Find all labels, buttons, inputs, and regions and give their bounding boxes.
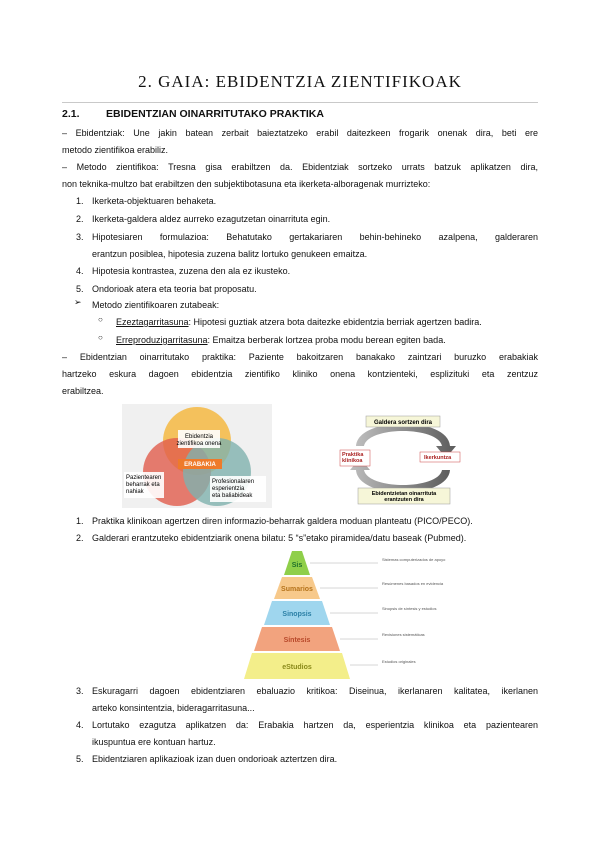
para-praktika-line2: hartzeko eskura dagoen ebidentzia zientifiko kliniko onena kontzienteki, esplizituki eta zentzuz [62,369,538,379]
cycle-label-left: Praktika klinikoa [342,452,364,464]
list-text: Ebidentziaren aplikazioak izan duen ondorioak aztertzen dira. [92,754,338,764]
list-number: 4. [76,720,84,730]
pyramid-label-4: Síntesis [283,637,311,644]
pillars-title: Metodo zientifikoaren zutabeak: [92,300,220,310]
list-text: Ikerketa-galdera aldez aurreko ezagutzetan oinarrituta egin. [92,214,331,224]
pyramid-label-1: Sis [291,562,303,569]
pyramid-note-2: Resúmenes basados en evidencia [382,581,444,586]
title-divider [62,102,538,103]
list-number: 3. [76,686,84,696]
cycle-label-bottom: Ebidentzietan oinarrituta erantzuten dira [371,491,437,503]
circle-bullet-icon: ○ [98,315,103,324]
list-text: ikuspuntua ere kontuan hartuz. [92,737,216,747]
venn-center-label: ERABAKIA [184,462,216,468]
venn-diagram [122,404,272,508]
section-number: 2.1. [62,108,80,120]
pillar-item [116,314,536,332]
venn-label-top: Ebidentzia zientifikoa onena [176,434,222,447]
pyramid-note-4: Revisiones sistemáticas [382,632,425,637]
evidence-pyramid [222,551,378,681]
list-number: 2. [76,214,84,224]
chapter-title: 2. GAIA: EBIDENTZIA ZIENTIFIKOAK [138,72,462,91]
list-number: 3. [76,232,84,242]
section-heading [62,108,324,120]
list-text: Hipotesiaren formulazioa: Behatutako gertakariaren behin-behineko azalpena, galderaren [92,232,538,242]
para-metodo-line1: – Metodo zientifikoa: Tresna gisa erabiltzen da. Ebidentziak sortzeko urrats batzuk aplikatzen dira, [62,162,538,172]
list-number: 5. [76,284,84,294]
list-number: 4. [76,266,84,276]
pyramid-note-5: Estudios originales [382,659,416,664]
list-text: Ikerketa-objektuaren behaketa. [92,196,217,206]
list-number: 5. [76,754,84,764]
pillar-term: Ezeztagarritasuna [116,317,189,327]
venn-label-left: Pazientearen beharrak eta nahiak [126,475,162,495]
cycle-label-top: Galdera sortzen dira [373,420,433,426]
pyramid-label-3: Sinopsis [282,611,312,618]
circle-bullet-icon: ○ [98,333,103,342]
list-text: Hipotesia kontrastea, zuzena den ala ez ikusteko. [92,266,291,276]
cycle-diagram [338,406,468,510]
list-number: 2. [76,533,84,543]
venn-label-right: Profesionalaren esperientzia eta baliabideak [212,479,255,499]
pyramid-label-5: eStudios [282,664,312,671]
list-text: Praktika klinikoan agertzen diren informazio-beharrak galdera moduan planteatu (PICO/PECO). [92,516,473,526]
para-praktika-line1: – Ebidentzian oinarritutako praktika: Paziente bakoitzaren banakako zaintzari buruzko erabakiak [62,352,538,362]
list-text: Eskuragarri dagoen ebidentziaren ebaluazio kritikoa: Diseinua, ikerlanaren kalitatea, ikerlanen [92,686,538,696]
list-text: Galderari erantzuteko ebidentziarik onena bilatu: 5 “s”etako piramidea/datu baseak (Pubmed). [92,533,467,543]
pillar-def: : Hipotesi guztiak atzera bota daitezke ebidentzia berriak agertzen badira. [188,317,482,327]
para-praktika-line3: erabiltzea. [62,386,104,396]
para-ebidentziak-line2: metodo zientifikoa erabiliz. [62,145,169,155]
para-ebidentziak-line1: – Ebidentziak: Une jakin batean zerbait baieztatzeko erabil daitezkeen frogarik onenak dira, beti ere [62,128,538,138]
pillar-def: : Emaitza berberak lortzea proba modu berean egiten bada. [207,335,446,345]
pillar-term: Erreproduzigarritasuna [116,335,208,345]
cycle-label-right: Ikerkuntza [424,455,452,461]
list-text: arteko konsintentzia, bideragarritasuna... [92,703,255,713]
list-number: 1. [76,196,84,206]
pyramid-note-3: Sinopsis de síntesis y estudios [382,606,437,611]
list-text: Lortutako ezagutza aplikatzen da: Erabakia hartzen da, esperientzia klinikoa eta pazientearen [92,720,538,730]
section-title: EBIDENTZIAN OINARRITUTAKO PRAKTIKA [106,108,324,120]
arrow-bullet-icon: ➢ [74,297,82,307]
para-metodo-line2: non teknika-multzo bat erabiltzen den subjektibotasuna eta ikerketa-alboragenak murrizteko: [62,179,431,189]
list-number: 1. [76,516,84,526]
list-text: erantzun posiblea, hipotesia zuzena balitz lortuko genukeen emaitza. [92,249,368,259]
pyramid-label-2: Sumarios [281,586,313,593]
pyramid-note-1: Sistemas computerizados de apoyo [382,557,446,562]
list-text: Ondorioak atera eta teoria bat proposatu. [92,284,257,294]
pillar-item [116,332,536,350]
